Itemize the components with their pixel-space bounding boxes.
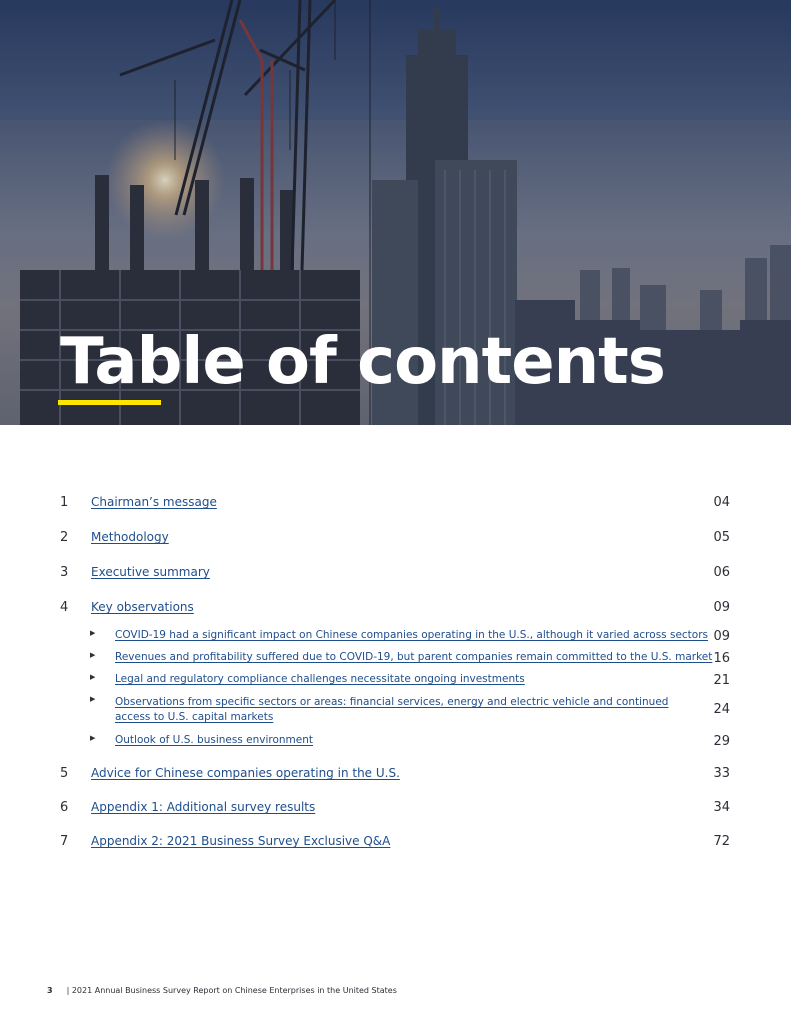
footer-report-title: | 2021 Annual Business Survey Report on Chinese Enterprises in the United States bbox=[66, 986, 397, 995]
bullet-icon: ▶ bbox=[90, 695, 96, 703]
bullet-icon: ▶ bbox=[90, 651, 96, 659]
toc-number: 3 bbox=[60, 565, 69, 580]
bullet-icon: ▶ bbox=[90, 734, 96, 742]
toc-link-methodology[interactable]: Methodology bbox=[91, 530, 169, 544]
toc-page-number: 09 bbox=[713, 600, 730, 615]
page-title: Table of contents bbox=[60, 325, 665, 399]
toc-link-outlook[interactable]: Outlook of U.S. business environment bbox=[115, 734, 314, 746]
toc-link-advice[interactable]: Advice for Chinese companies operating in the U.S. bbox=[91, 766, 400, 780]
toc-link-executive-summary[interactable]: Executive summary bbox=[91, 565, 210, 579]
toc-link-chairmans-message[interactable]: Chairman’s message bbox=[91, 495, 217, 509]
toc-page-number: 24 bbox=[713, 702, 730, 717]
bullet-icon: ▶ bbox=[90, 673, 96, 681]
toc-link-revenues[interactable]: Revenues and profitability suffered due to COVID-19, but parent companies remain committed to the U.S. market bbox=[115, 651, 713, 663]
toc-link-covid-impact[interactable]: COVID-19 had a significant impact on Chinese companies operating in the U.S., although it varied across sectors bbox=[115, 629, 708, 641]
cover-photo bbox=[0, 0, 791, 425]
footer-page-number: 3 bbox=[47, 986, 53, 995]
toc-page-number: 16 bbox=[713, 651, 730, 666]
toc-page-number: 05 bbox=[713, 530, 730, 545]
toc-number: 6 bbox=[60, 800, 69, 815]
toc-link-sector-observations[interactable]: Observations from specific sectors or areas: financial services, energy and electric vehicle and continued access to U.S. capital markets bbox=[115, 696, 669, 723]
toc-link-compliance[interactable]: Legal and regulatory compliance challenges necessitate ongoing investments bbox=[115, 673, 525, 685]
toc-number: 2 bbox=[60, 530, 69, 545]
toc-link-appendix-1[interactable]: Appendix 1: Additional survey results bbox=[91, 800, 316, 814]
title-accent-bar bbox=[58, 400, 161, 405]
toc-page-number: 34 bbox=[713, 800, 730, 815]
toc-number: 4 bbox=[60, 600, 69, 615]
toc-page-number: 06 bbox=[713, 565, 730, 580]
toc-page-number: 09 bbox=[713, 629, 730, 644]
toc-link-key-observations[interactable]: Key observations bbox=[91, 600, 194, 614]
toc-link-appendix-2[interactable]: Appendix 2: 2021 Business Survey Exclusive Q&A bbox=[91, 834, 391, 848]
toc-page-number: 72 bbox=[713, 834, 730, 849]
bullet-icon: ▶ bbox=[90, 629, 96, 637]
toc-number: 7 bbox=[60, 834, 69, 849]
toc-number: 5 bbox=[60, 766, 69, 781]
toc-page-number: 29 bbox=[713, 734, 730, 749]
toc-page-number: 33 bbox=[713, 766, 730, 781]
toc-page-number: 21 bbox=[713, 673, 730, 688]
page-footer bbox=[47, 986, 397, 995]
toc-number: 1 bbox=[60, 495, 69, 510]
toc-page-number: 04 bbox=[713, 495, 730, 510]
